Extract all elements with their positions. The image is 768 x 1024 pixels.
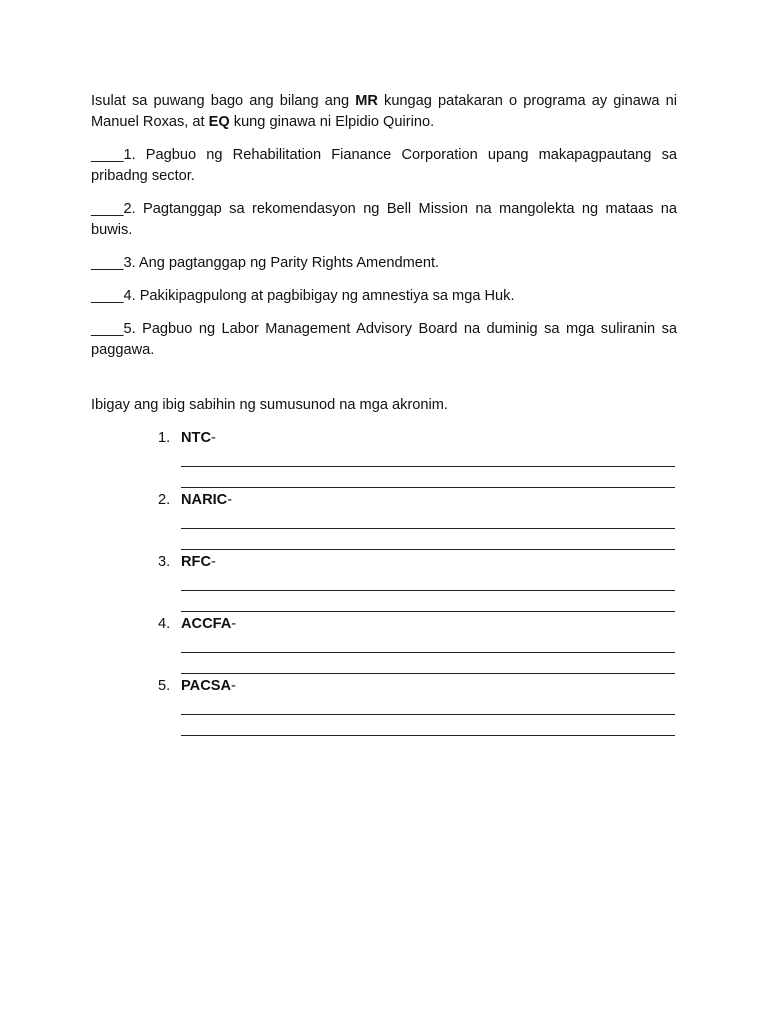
instruction-text-1: Isulat sa puwang bago ang bilang ang — [91, 93, 356, 109]
question-text: 1. Pagbuo ng Rehabilitation Fianance Corporation upang makapagpautang sa pribadng sector. — [91, 147, 677, 184]
answer-line[interactable] — [181, 714, 675, 715]
question-text: 3. Ang pagtanggap ng Parity Rights Amendment. — [123, 255, 440, 271]
question-item-4 — [91, 286, 677, 307]
acronym-list — [91, 428, 677, 738]
acronym-item-rfc — [91, 552, 677, 614]
item-number: 2. — [158, 492, 171, 508]
item-number: 1. — [158, 430, 171, 446]
acronym-item-accfa — [91, 614, 677, 676]
answer-line[interactable] — [181, 652, 675, 653]
item-number: 5. — [158, 678, 171, 694]
answer-line[interactable] — [181, 590, 675, 591]
mr-label: MR — [355, 93, 378, 109]
answer-blank[interactable]: ____ — [91, 288, 124, 304]
acronym-term — [181, 676, 236, 697]
acronym-dash: - — [227, 492, 233, 508]
answer-line[interactable] — [181, 487, 675, 488]
acronym-dash: - — [231, 616, 237, 632]
acronym-term — [181, 552, 216, 573]
question-item-5 — [91, 319, 677, 361]
answer-line[interactable] — [181, 466, 675, 467]
instruction-mr-eq — [91, 91, 677, 133]
item-number: 4. — [158, 616, 171, 632]
answer-blank[interactable]: ____ — [91, 321, 124, 337]
instruction-acronyms: Ibigay ang ibig sabihin ng sumusunod na mga akronim. — [91, 397, 448, 413]
answer-line[interactable] — [181, 735, 675, 736]
acronym-term-text: PACSA — [181, 678, 232, 694]
acronym-term — [181, 614, 236, 635]
instruction-text-2: kungag patakaran o programa ay ginawa ni Manuel Roxas, at — [91, 93, 677, 130]
question-item-1 — [91, 145, 677, 187]
acronym-item-naric — [91, 490, 677, 552]
acronym-item-ntc — [91, 428, 677, 490]
question-text: 4. Pakikipagpulong at pagbibigay ng amnestiya sa mga Huk. — [123, 288, 515, 304]
acronym-term-text: NTC — [181, 430, 211, 446]
acronym-item-pacsa — [91, 676, 677, 738]
answer-blank[interactable]: ____ — [91, 147, 124, 163]
answer-blank[interactable]: ____ — [91, 201, 124, 217]
acronym-term-text: ACCFA — [181, 616, 232, 632]
acronym-term-text: NARIC — [181, 492, 228, 508]
answer-line[interactable] — [181, 611, 675, 612]
acronym-dash: - — [231, 678, 236, 694]
question-item-2 — [91, 199, 677, 241]
instruction-text-3: kung ginawa ni Elpidio Quirino. — [229, 114, 435, 130]
question-text: 5. Pagbuo ng Labor Management Advisory Board na duminig sa mga suliranin sa paggawa. — [91, 321, 677, 358]
answer-blank[interactable]: ____ — [91, 255, 124, 271]
question-item-3 — [91, 253, 677, 274]
answer-line[interactable] — [181, 673, 675, 674]
acronym-term — [181, 428, 216, 449]
acronym-dash: - — [211, 430, 216, 446]
acronym-term-text: RFC — [181, 554, 211, 570]
item-number: 3. — [158, 554, 171, 570]
question-text: 2. Pagtanggap sa rekomendasyon ng Bell Mission na mangolekta ng mataas na buwis. — [91, 201, 677, 238]
acronym-term — [181, 490, 232, 511]
acronym-dash: - — [211, 554, 216, 570]
worksheet — [91, 91, 677, 738]
answer-line[interactable] — [181, 528, 675, 529]
eq-label: EQ — [208, 114, 230, 130]
answer-line[interactable] — [181, 549, 675, 550]
